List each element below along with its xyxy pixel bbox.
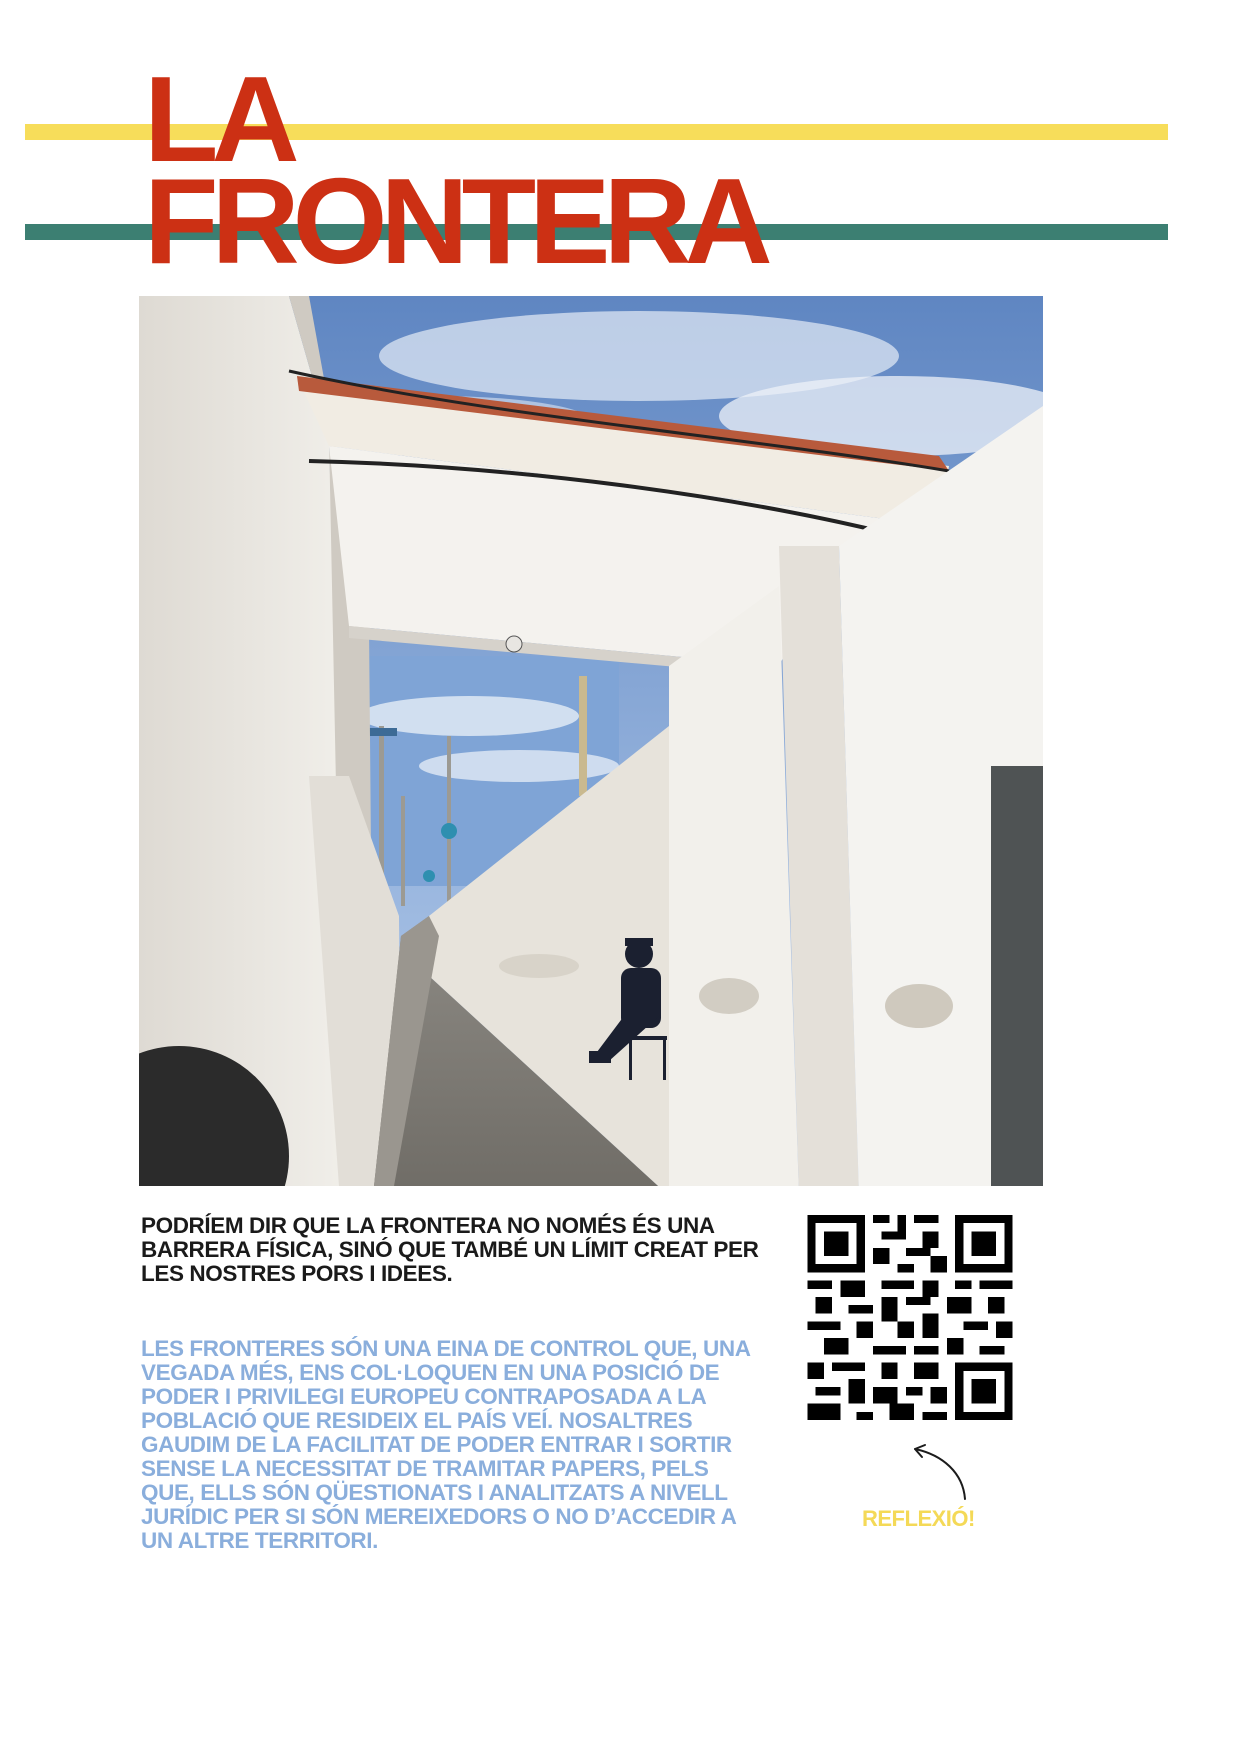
border-passage-photo [139, 296, 1043, 1186]
qr-code-icon[interactable] [795, 1215, 1025, 1420]
page-title [144, 51, 766, 289]
title-line-2: FRONTERA [144, 153, 766, 289]
curved-arrow-icon [903, 1443, 973, 1503]
title-line-1: LA [144, 51, 293, 187]
intro-text: PODRÍEM DIR QUE LA FRONTERA NO NOMÉS ÉS UNA BARRERA FÍSICA, SINÓ QUE TAMBÉ UN LÍMIT CREAT PER LES NOSTRES PORS I IDEES. [141, 1213, 759, 1286]
body-text: LES FRONTERES SÓN UNA EINA DE CONTROL QUE, UNA VEGADA MÉS, ENS COL·LOQUEN EN UNA POSICIÓ DE PODER I PRIVILEGI EUROPEU CONTRAPOSADA A LA POBLACIÓ QUE RESIDEIX EL PAÍS VEÍ. NOSALTRES GAUDIM DE LA FACILITAT DE PODER ENTRAR I SORTIR SENSE LA NECESSITAT DE TRAMITAR PAPERS, PELS QUE, ELLS SÓN QÜESTIONATS I ANALITZATS A NIVELL JURÍDIC PER SI SÓN MEREIXEDORS O NO D’ACCEDIR A UN ALTRE TERRITORI. [141, 1336, 750, 1553]
reflexio-label: REFLEXIÓ! [862, 1506, 975, 1531]
